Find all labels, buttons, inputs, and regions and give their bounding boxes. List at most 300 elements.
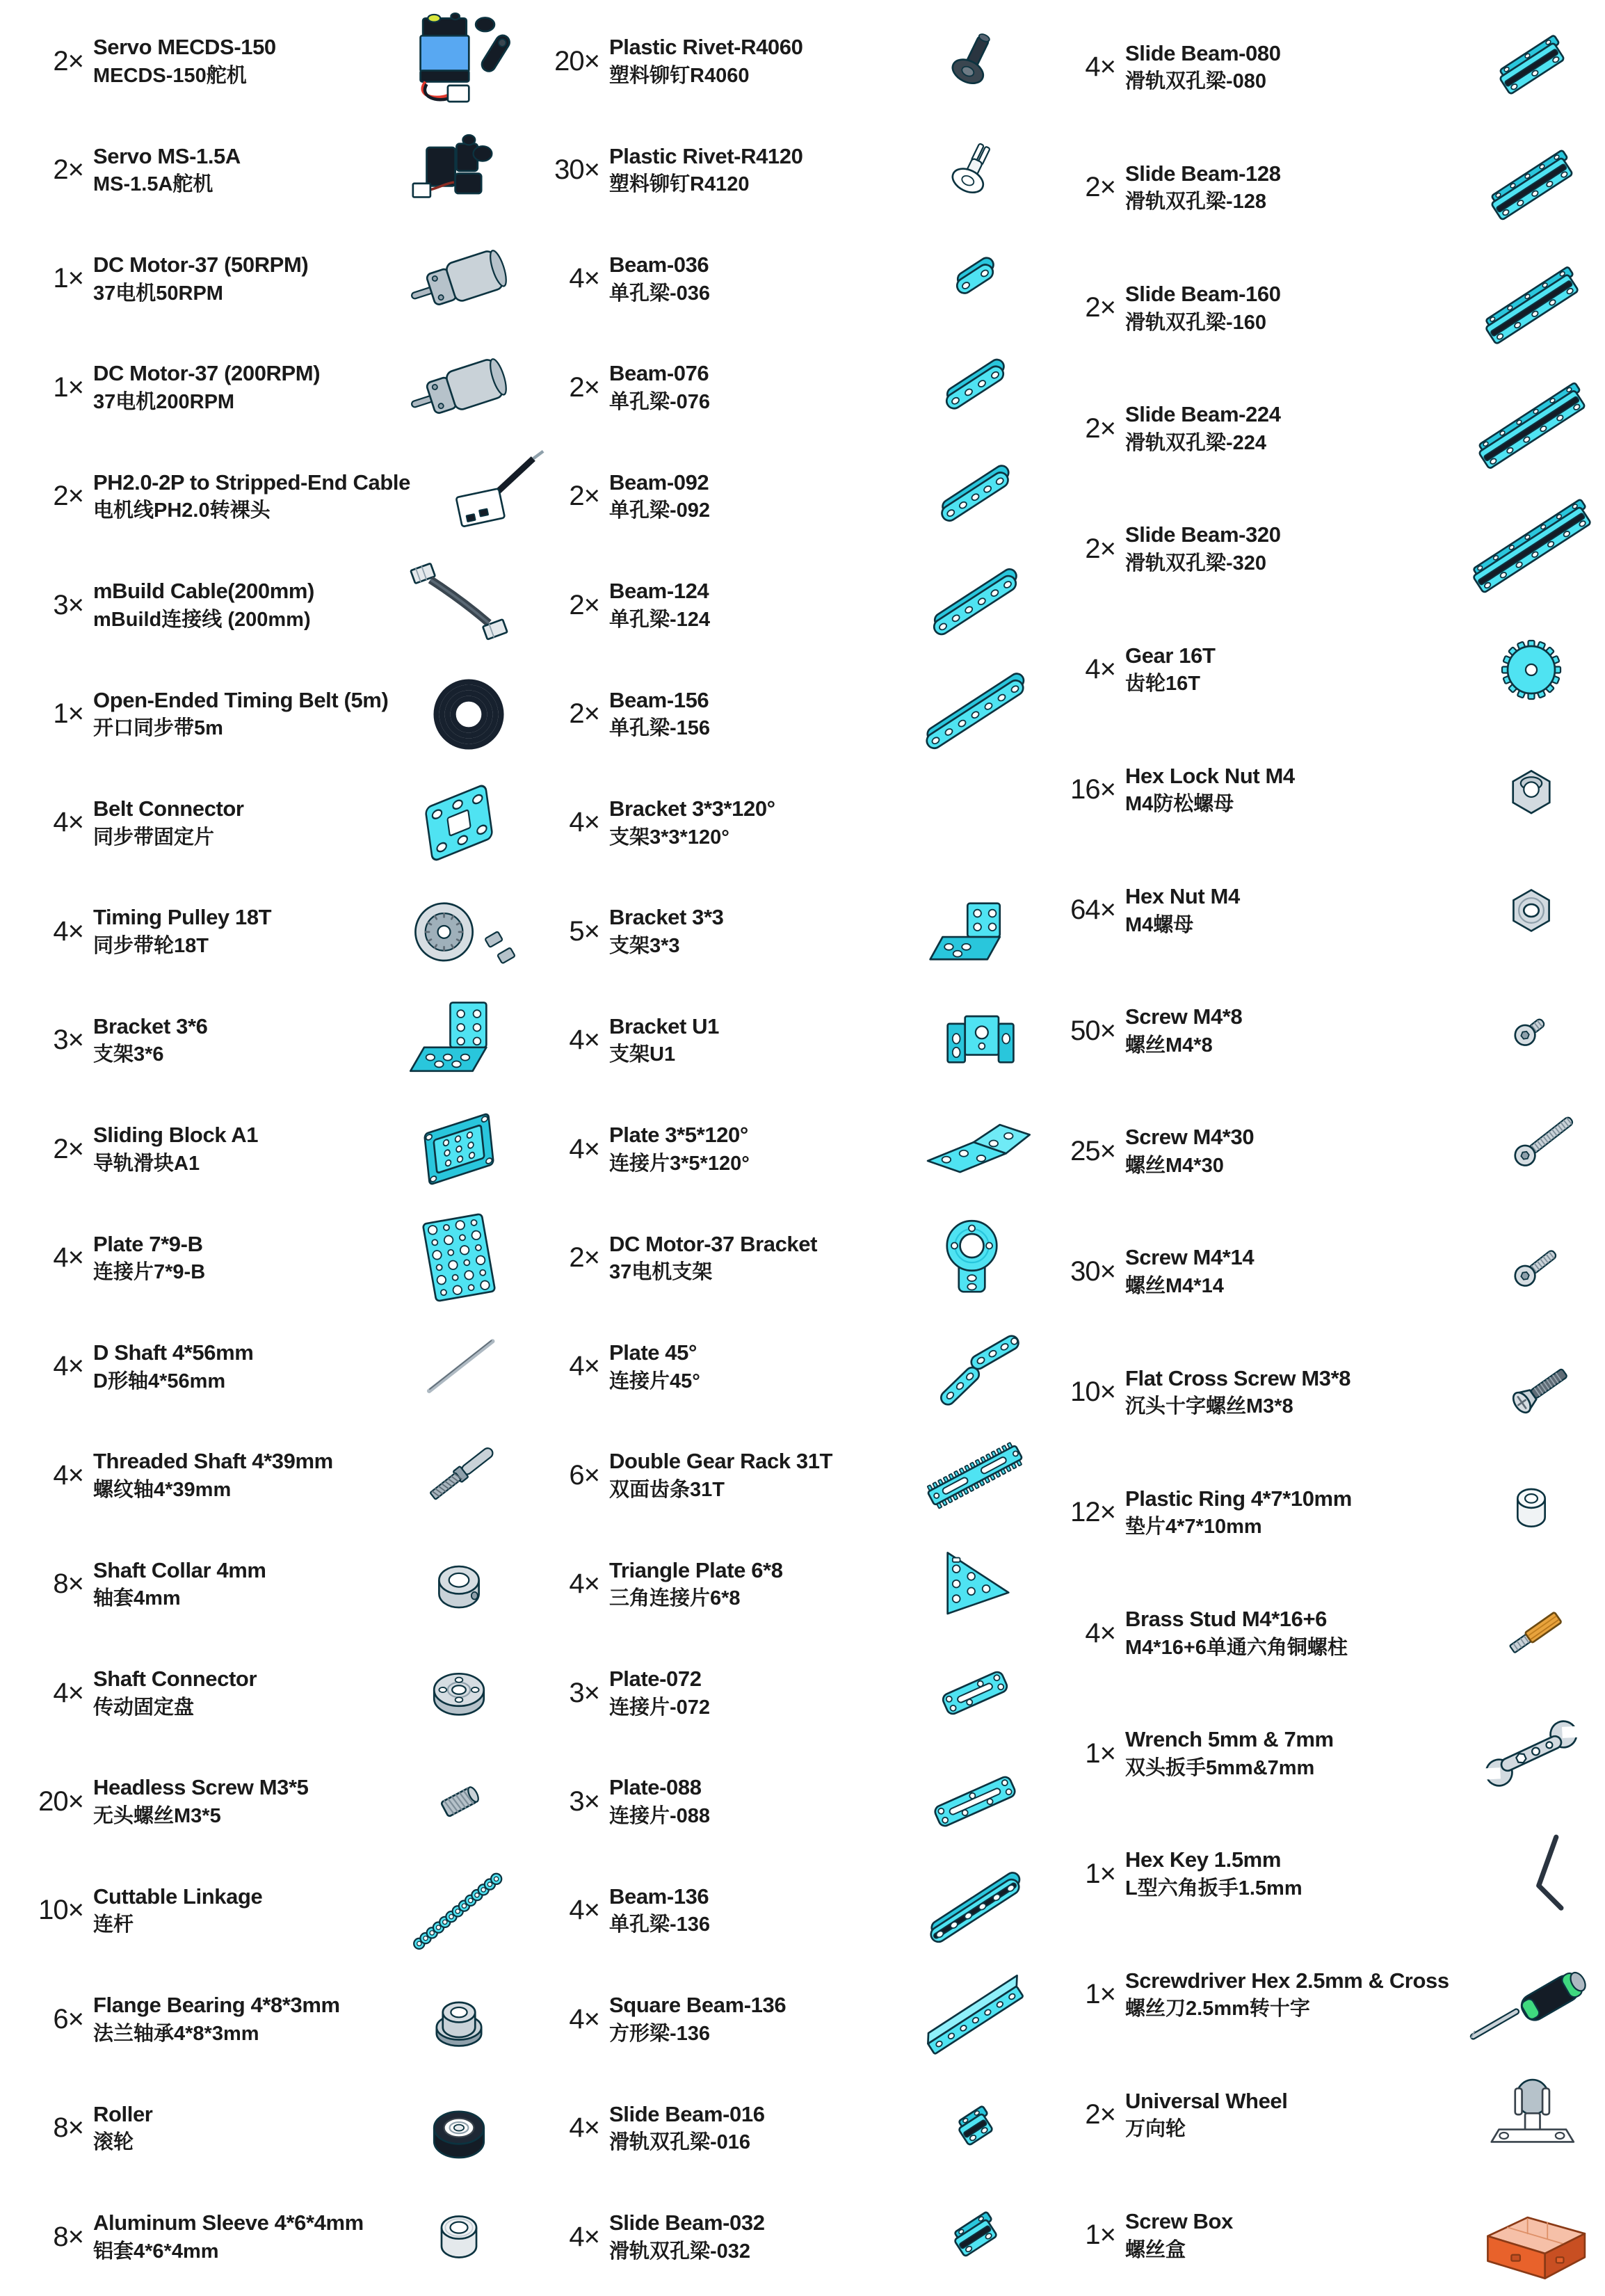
item-name-zh: D形轴4*56mm <box>93 1370 226 1392</box>
gear-16t-icon <box>1458 618 1605 722</box>
item-name-zh: 齿轮16T <box>1125 673 1200 696</box>
item-name-en: Hex Nut M4 <box>1125 883 1240 908</box>
item-names <box>1125 2089 1451 2142</box>
item-name-en: Plate-072 <box>609 1667 702 1692</box>
bracket-120-icon <box>901 771 1049 875</box>
parts-list-item <box>17 986 533 1095</box>
item-name-zh: M4*16+6单通六角铜螺柱 <box>1125 1636 1348 1659</box>
item-names <box>93 1667 378 1719</box>
screw-long-icon <box>1458 1099 1605 1203</box>
item-name-zh: 单孔梁-036 <box>609 282 711 305</box>
item-name-zh: 37电机200RPM <box>93 391 235 414</box>
bracket-36-icon <box>385 988 533 1093</box>
item-name-en: Slide Beam-016 <box>609 2101 765 2126</box>
item-names <box>93 252 378 305</box>
item-names <box>1125 643 1451 696</box>
item-name-en: Roller <box>93 2101 153 2126</box>
item-names <box>609 2102 894 2155</box>
plate-45-icon <box>901 1315 1049 1419</box>
item-quantity: 4× <box>569 2112 599 2144</box>
item-name-zh: 滑轨双孔梁-016 <box>609 2131 751 2154</box>
cuttable-linkage-icon <box>385 1859 533 1963</box>
rivet-dark-icon <box>901 9 1049 113</box>
slide-beam-160-icon <box>1458 256 1605 360</box>
item-name-en: Beam-124 <box>609 579 709 604</box>
parts-list-item <box>17 1856 533 1965</box>
pulley-icon <box>385 879 533 984</box>
servo-mecds-icon <box>385 9 533 113</box>
item-names <box>93 579 378 632</box>
parts-list-item <box>1049 1573 1605 1693</box>
item-name-zh: 双面齿条31T <box>609 1478 725 1501</box>
item-quantity: 5× <box>569 915 599 947</box>
parts-list-item <box>1049 489 1605 609</box>
item-name-en: Plastic Rivet-R4060 <box>609 35 803 60</box>
item-name-en: Flange Bearing 4*8*3mm <box>93 1993 340 2018</box>
item-names <box>1125 764 1451 817</box>
item-quantity: 1× <box>53 371 83 403</box>
item-name-en: Bracket 3*3 <box>609 905 724 930</box>
item-names <box>609 1123 894 1175</box>
parts-list-item <box>1049 369 1605 489</box>
item-names <box>1125 1486 1451 1539</box>
item-quantity: 10× <box>1070 1376 1115 1408</box>
item-names <box>1125 522 1451 575</box>
item-name-en: mBuild Cable(200mm) <box>93 579 314 604</box>
item-name-zh: 滑轨双孔梁-320 <box>1125 552 1267 575</box>
item-names <box>93 361 378 414</box>
item-quantity: 4× <box>569 2003 599 2034</box>
item-names <box>93 2102 378 2155</box>
slide-beam-080-icon <box>1458 15 1605 120</box>
item-name-en: Shaft Connector <box>93 1667 257 1692</box>
item-name-en: Beam-136 <box>609 1884 709 1909</box>
item-names <box>1125 402 1451 455</box>
beam-092-icon <box>901 444 1049 549</box>
item-name-zh: L型六角扳手1.5mm <box>1125 1877 1302 1900</box>
parts-list-item <box>1049 248 1605 368</box>
bracket-33-icon <box>901 879 1049 984</box>
item-name-en: Plate 45° <box>609 1340 697 1365</box>
item-quantity: 1× <box>1085 2219 1115 2251</box>
item-names <box>609 470 894 523</box>
item-quantity: 6× <box>53 2003 83 2034</box>
item-names <box>1125 1847 1451 1900</box>
item-names <box>609 1558 894 1611</box>
parts-list-item <box>533 1747 1049 1856</box>
item-quantity: 3× <box>569 1677 599 1708</box>
parts-list-item <box>1049 971 1605 1091</box>
headless-screw-icon <box>385 1749 533 1854</box>
item-quantity: 1× <box>53 698 83 730</box>
item-name-zh: 导轨滑块A1 <box>93 1152 200 1175</box>
item-quantity: 3× <box>569 1785 599 1817</box>
item-quantity: 4× <box>569 1351 599 1382</box>
item-name-zh: 垫片4*7*10mm <box>1125 1516 1262 1539</box>
item-quantity: 20× <box>554 45 599 77</box>
item-names <box>609 1232 894 1285</box>
parts-list-item <box>533 2073 1049 2182</box>
item-name-zh: 轴套4mm <box>93 1587 181 1610</box>
item-quantity: 2× <box>1085 533 1115 564</box>
item-quantity: 50× <box>1070 1015 1115 1046</box>
item-name-en: Beam-092 <box>609 469 709 495</box>
hex-key-icon <box>1458 1822 1605 1926</box>
item-name-en: Belt Connector <box>93 796 244 821</box>
item-quantity: 4× <box>53 807 83 838</box>
parts-list-item <box>1049 1332 1605 1452</box>
plate-088-icon <box>901 1749 1049 1854</box>
item-name-en: DC Motor-37 (200RPM) <box>93 361 321 386</box>
item-name-zh: 滑轨双孔梁-128 <box>1125 191 1267 214</box>
item-names <box>609 1014 894 1067</box>
parts-list-item <box>533 877 1049 986</box>
item-names <box>93 1449 378 1502</box>
item-name-zh: 螺丝刀2.5mm转十字 <box>1125 1998 1310 2021</box>
item-name-zh: 支架U1 <box>609 1043 676 1066</box>
item-quantity: 4× <box>569 263 599 294</box>
item-name-en: Timing Pulley 18T <box>93 905 272 930</box>
item-name-en: Triangle Plate 6*8 <box>609 1557 783 1582</box>
item-name-en: Bracket U1 <box>609 1013 719 1038</box>
item-names <box>1125 41 1451 94</box>
parts-list-item <box>533 7 1049 115</box>
item-name-en: Gear 16T <box>1125 643 1216 668</box>
parts-list-item <box>533 769 1049 877</box>
beam-156-icon <box>901 662 1049 766</box>
parts-list-item <box>533 2183 1049 2291</box>
plate-79-icon <box>385 1205 533 1310</box>
parts-list-item <box>17 7 533 115</box>
parts-list-item <box>1049 2175 1605 2295</box>
item-name-zh: 三角连接片6*8 <box>609 1587 741 1610</box>
item-name-en: Screw M4*8 <box>1125 1004 1243 1029</box>
item-quantity: 3× <box>53 589 83 620</box>
item-quantity: 2× <box>569 371 599 403</box>
brass-stud-icon <box>1458 1581 1605 1685</box>
item-name-en: Bracket 3*6 <box>93 1013 208 1038</box>
item-names <box>93 1884 378 1937</box>
item-quantity: 64× <box>1070 894 1115 926</box>
parts-list-item <box>17 877 533 986</box>
item-names <box>609 252 894 305</box>
item-name-en: Beam-156 <box>609 687 709 712</box>
parts-list-item <box>17 2073 533 2182</box>
item-quantity: 4× <box>53 1351 83 1382</box>
item-names <box>1125 884 1451 937</box>
item-quantity: 4× <box>53 1677 83 1708</box>
parts-list-item <box>17 2183 533 2291</box>
item-names <box>93 796 378 849</box>
item-name-en: Slide Beam-320 <box>1125 522 1281 547</box>
screw-medium-icon <box>1458 1219 1605 1324</box>
item-name-en: Aluminum Sleeve 4*6*4mm <box>93 2210 364 2235</box>
belt-connector-icon <box>385 771 533 875</box>
parts-list-item <box>1049 1694 1605 1814</box>
plastic-ring-icon <box>1458 1461 1605 1565</box>
parts-list-item <box>17 1203 533 1312</box>
parts-list-item <box>17 1747 533 1856</box>
item-quantity: 2× <box>1085 412 1115 444</box>
plate-072-icon <box>901 1641 1049 1745</box>
item-name-zh: 双头扳手5mm&7mm <box>1125 1756 1315 1779</box>
parts-list-item <box>17 1639 533 1747</box>
parts-column-2 <box>533 7 1049 2296</box>
parts-list-item <box>533 115 1049 224</box>
item-quantity: 12× <box>1070 1497 1115 1528</box>
item-name-zh: 单孔梁-156 <box>609 717 711 740</box>
item-names <box>609 905 894 958</box>
item-names <box>609 2210 894 2263</box>
item-names <box>609 361 894 414</box>
beam-076-icon <box>901 335 1049 440</box>
parts-list-item <box>533 1856 1049 1965</box>
item-name-en: Universal Wheel <box>1125 2088 1288 2113</box>
item-name-zh: MS-1.5A舵机 <box>93 173 213 196</box>
item-name-en: Headless Screw M3*5 <box>93 1775 309 1800</box>
item-quantity: 3× <box>53 1025 83 1056</box>
item-names <box>609 579 894 632</box>
item-names <box>609 1667 894 1719</box>
item-name-zh: 单孔梁-076 <box>609 391 711 414</box>
item-name-en: PH2.0-2P to Stripped-End Cable <box>93 469 410 495</box>
item-name-zh: 滑轨双孔梁-224 <box>1125 431 1267 454</box>
item-name-en: Shaft Collar 4mm <box>93 1557 266 1582</box>
item-quantity: 4× <box>569 1568 599 1600</box>
item-quantity: 1× <box>53 263 83 294</box>
item-quantity: 16× <box>1070 774 1115 805</box>
item-quantity: 8× <box>53 1568 83 1600</box>
gear-rack-icon <box>901 1423 1049 1527</box>
item-quantity: 4× <box>1085 51 1115 83</box>
parts-list-item <box>1049 1091 1605 1212</box>
d-shaft-icon <box>385 1315 533 1419</box>
item-names <box>1125 1968 1451 2021</box>
item-names <box>93 35 378 88</box>
item-name-zh: 37电机支架 <box>609 1261 713 1284</box>
parts-list-item <box>17 659 533 768</box>
item-name-zh: 开口同步带5m <box>93 717 223 740</box>
parts-list-item <box>533 1530 1049 1638</box>
item-name-en: Double Gear Rack 31T <box>609 1449 833 1474</box>
item-quantity: 2× <box>569 1242 599 1273</box>
item-name-zh: 支架3*6 <box>93 1043 164 1066</box>
parts-list-item <box>1049 730 1605 850</box>
item-names <box>609 1449 894 1502</box>
parts-list-item <box>17 115 533 224</box>
item-name-en: Slide Beam-080 <box>1125 40 1281 65</box>
beam-124-icon <box>901 553 1049 657</box>
item-name-zh: 铝套4*6*4mm <box>93 2240 219 2263</box>
item-names <box>93 2210 378 2263</box>
parts-list-item <box>17 769 533 877</box>
slide-beam-032-icon <box>901 2185 1049 2289</box>
parts-list-item <box>533 1203 1049 1312</box>
flat-cross-screw-icon <box>1458 1340 1605 1445</box>
item-names <box>609 1884 894 1937</box>
parts-list-item <box>17 442 533 551</box>
sliding-block-icon <box>385 1097 533 1201</box>
shaft-collar-icon <box>385 1532 533 1637</box>
parts-list-item <box>533 551 1049 659</box>
item-names <box>93 144 378 197</box>
item-name-zh: 滚轮 <box>93 2131 134 2154</box>
item-name-zh: M4防松螺母 <box>1125 793 1234 816</box>
item-name-zh: 单孔梁-136 <box>609 1913 711 1936</box>
item-name-en: Flat Cross Screw M3*8 <box>1125 1365 1351 1390</box>
item-quantity: 2× <box>1085 172 1115 203</box>
item-name-zh: mBuild连接线 (200mm) <box>93 608 311 631</box>
parts-list-item <box>533 1095 1049 1203</box>
item-name-zh: 螺丝M4*8 <box>1125 1034 1213 1057</box>
item-name-zh: 螺丝盒 <box>1125 2238 1186 2261</box>
roller-icon <box>385 2076 533 2181</box>
item-quantity: 2× <box>569 698 599 730</box>
item-name-zh: 电机线PH2.0转裸头 <box>93 499 271 522</box>
item-name-zh: 连接片45° <box>609 1370 700 1392</box>
parts-list-item <box>533 1965 1049 2073</box>
item-name-en: Servo MS-1.5A <box>93 143 241 168</box>
item-names <box>1125 2209 1451 2262</box>
item-name-zh: 滑轨双孔梁-160 <box>1125 311 1267 334</box>
parts-column-3 <box>1049 7 1605 2296</box>
item-name-en: Plate-088 <box>609 1775 702 1800</box>
item-name-zh: MECDS-150舵机 <box>93 64 247 87</box>
item-quantity: 2× <box>53 45 83 77</box>
item-quantity: 4× <box>569 807 599 838</box>
item-name-en: Slide Beam-160 <box>1125 281 1281 306</box>
item-name-zh: 37电机50RPM <box>93 282 223 305</box>
parts-list-item <box>1049 127 1605 248</box>
rivet-light-icon <box>901 118 1049 223</box>
item-quantity: 10× <box>38 1895 83 1926</box>
item-name-zh: 连接片7*9-B <box>93 1261 206 1284</box>
item-names <box>1125 1125 1451 1178</box>
item-names <box>1125 1607 1451 1660</box>
shaft-connector-icon <box>385 1641 533 1745</box>
item-name-en: Plate 3*5*120° <box>609 1123 748 1148</box>
item-name-en: Sliding Block A1 <box>93 1123 259 1148</box>
beam-036-icon <box>901 227 1049 331</box>
square-beam-icon <box>901 1967 1049 2071</box>
item-quantity: 2× <box>53 1133 83 1164</box>
item-name-zh: 螺丝M4*30 <box>1125 1154 1224 1177</box>
item-names <box>609 1993 894 2046</box>
item-name-en: Slide Beam-032 <box>609 2210 765 2235</box>
item-quantity: 1× <box>1085 1979 1115 2010</box>
item-name-zh: 塑料铆钉R4120 <box>609 173 750 196</box>
item-names <box>609 688 894 741</box>
parts-list-item <box>17 1095 533 1203</box>
item-name-en: DC Motor-37 Bracket <box>609 1231 818 1256</box>
screw-short-icon <box>1458 979 1605 1083</box>
triangle-plate-icon <box>901 1532 1049 1637</box>
item-quantity: 6× <box>569 1459 599 1491</box>
item-names <box>609 796 894 849</box>
item-name-en: Slide Beam-224 <box>1125 402 1281 427</box>
bracket-u1-icon <box>901 988 1049 1093</box>
item-quantity: 8× <box>53 2221 83 2252</box>
item-name-en: Wrench 5mm & 7mm <box>1125 1727 1334 1752</box>
cable-mbuild-icon <box>385 553 533 657</box>
item-name-en: Beam-036 <box>609 252 709 277</box>
item-name-zh: 滑轨双孔梁-080 <box>1125 70 1267 93</box>
item-quantity: 2× <box>53 481 83 512</box>
parts-list-item <box>1049 1934 1605 2055</box>
aluminum-sleeve-icon <box>385 2185 533 2289</box>
parts-list-item <box>1049 1212 1605 1332</box>
item-name-zh: 方形梁-136 <box>609 2022 711 2045</box>
item-quantity: 4× <box>53 1459 83 1491</box>
item-name-en: Plastic Ring 4*7*10mm <box>1125 1486 1352 1511</box>
item-name-zh: 传动固定盘 <box>93 1696 195 1719</box>
item-quantity: 2× <box>569 481 599 512</box>
motor-icon <box>385 227 533 331</box>
parts-list-item <box>17 333 533 442</box>
item-name-en: Screw M4*14 <box>1125 1245 1255 1270</box>
parts-list-item <box>533 1639 1049 1747</box>
item-quantity: 4× <box>569 2221 599 2252</box>
item-names <box>1125 1004 1451 1057</box>
parts-list-item <box>533 333 1049 442</box>
item-name-zh: 螺纹轴4*39mm <box>93 1478 232 1501</box>
item-names <box>93 1558 378 1611</box>
item-name-en: Bracket 3*3*120° <box>609 796 775 821</box>
parts-list-item <box>533 1421 1049 1530</box>
item-name-zh: 支架3*3*120° <box>609 826 729 849</box>
parts-list-item <box>17 1530 533 1638</box>
item-name-en: Slide Beam-128 <box>1125 161 1281 186</box>
item-quantity: 4× <box>569 1025 599 1056</box>
item-names <box>1125 161 1451 214</box>
parts-list-item <box>533 442 1049 551</box>
item-name-zh: 无头螺丝M3*5 <box>93 1805 221 1828</box>
item-quantity: 4× <box>1085 654 1115 685</box>
item-name-en: D Shaft 4*56mm <box>93 1340 254 1365</box>
item-name-zh: 万向轮 <box>1125 2118 1186 2141</box>
item-names <box>93 1123 378 1175</box>
item-name-en: Hex Key 1.5mm <box>1125 1847 1281 1872</box>
item-names <box>609 1340 894 1393</box>
item-name-zh: 连接片3*5*120° <box>609 1152 750 1175</box>
item-names <box>93 1993 378 2046</box>
item-quantity: 2× <box>1085 2099 1115 2130</box>
item-quantity: 4× <box>53 915 83 947</box>
beam-136-icon <box>901 1859 1049 1963</box>
item-name-en: Screw Box <box>1125 2208 1233 2233</box>
flange-bearing-icon <box>385 1967 533 2071</box>
item-name-zh: M4螺母 <box>1125 913 1194 936</box>
parts-list-item <box>1049 7 1605 127</box>
item-quantity: 4× <box>1085 1617 1115 1648</box>
wrench-icon <box>1458 1701 1605 1806</box>
item-names <box>93 1340 378 1393</box>
item-quantity: 30× <box>554 154 599 186</box>
parts-list-item <box>1049 1814 1605 1934</box>
item-name-en: Square Beam-136 <box>609 1993 787 2018</box>
item-names <box>609 144 894 197</box>
item-names <box>609 35 894 88</box>
item-name-en: Plate 7*9-B <box>93 1231 203 1256</box>
parts-list-item <box>1049 2055 1605 2175</box>
item-quantity: 2× <box>53 154 83 186</box>
item-name-zh: 支架3*3 <box>609 934 680 957</box>
motor-icon <box>385 335 533 440</box>
belt-icon <box>395 662 542 766</box>
item-name-zh: 滑轨双孔梁-032 <box>609 2240 751 2263</box>
plate-120-icon <box>901 1097 1049 1201</box>
item-name-zh: 单孔梁-124 <box>609 608 711 631</box>
